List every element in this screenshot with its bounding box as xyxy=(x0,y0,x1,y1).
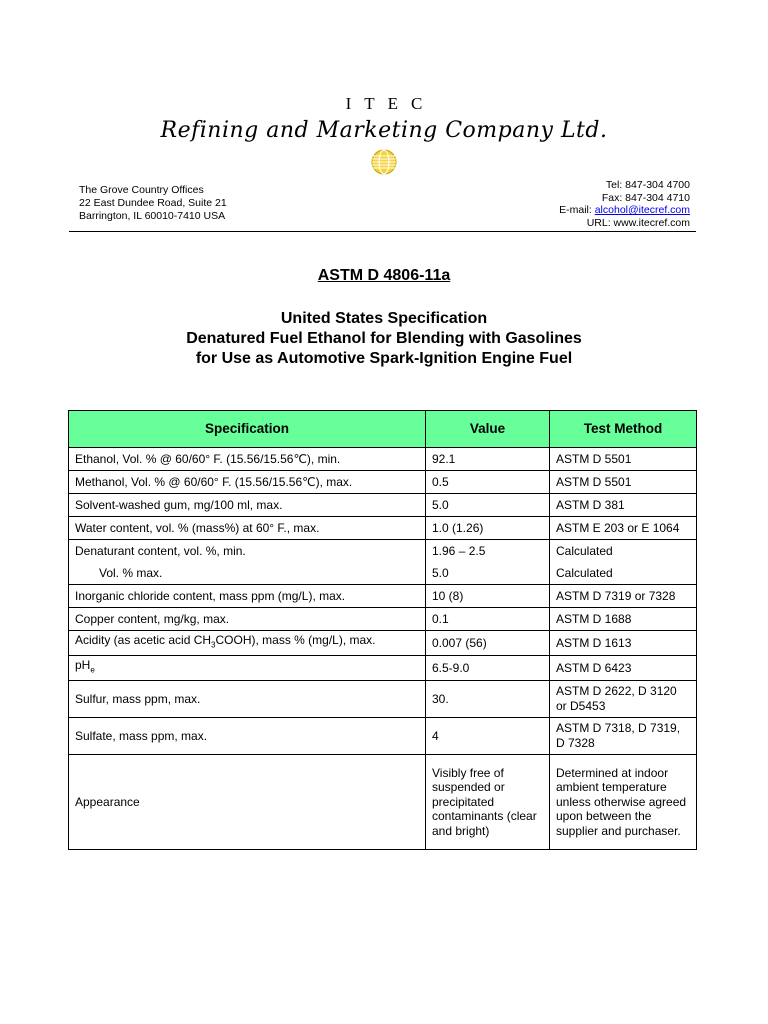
spec-cell: Appearance xyxy=(69,754,426,849)
address-line: 22 East Dundee Road, Suite 21 xyxy=(79,197,227,209)
value-cell: 0.5 xyxy=(426,471,550,494)
value-cell: 4 xyxy=(426,717,550,754)
document-heading xyxy=(0,309,768,369)
method-cell: ASTM D 2622, D 3120 or D5453 xyxy=(550,680,697,717)
email-label: E-mail: xyxy=(559,204,595,216)
method-cell: Determined at indoor ambient temperature unless otherwise agreed upon between the supplier and purchaser. xyxy=(550,754,697,849)
acidity-subscript: 3 xyxy=(211,640,216,650)
method-cell: Calculated xyxy=(550,540,697,563)
table-row xyxy=(69,540,697,563)
acidity-text-rest: COOH), mass % (mg/L), max. xyxy=(215,633,376,647)
address-line: Barrington, IL 60010-7410 USA xyxy=(79,210,226,222)
spec-cell: Sulfate, mass ppm, max. xyxy=(69,717,426,754)
table-row xyxy=(69,494,697,517)
value-cell: 1.96 – 2.5 xyxy=(426,540,550,563)
spec-cell: Inorganic chloride content, mass ppm (mg/L), max. xyxy=(69,585,426,608)
value-cell: 5.0 xyxy=(426,562,550,585)
tel: Tel: 847-304 4700 xyxy=(605,179,690,191)
value-cell: 10 (8) xyxy=(426,585,550,608)
table-header-row xyxy=(69,411,697,448)
method-cell: ASTM D 5501 xyxy=(550,471,697,494)
spec-cell: Methanol, Vol. % @ 60/60° F. (15.56/15.56℃), max. xyxy=(69,471,426,494)
table-row xyxy=(69,655,697,680)
acidity-text: Acidity (as acetic acid CH xyxy=(75,633,212,647)
method-cell: ASTM D 1688 xyxy=(550,608,697,631)
table-row xyxy=(69,680,697,717)
column-header-test-method: Test Method xyxy=(550,411,697,448)
value-cell: Visibly free of suspended or precipitated contaminants (clear and bright) xyxy=(426,754,550,849)
contact-info xyxy=(559,179,690,229)
method-cell: ASTM D 7318, D 7319, D 7328 xyxy=(550,717,697,754)
table-row xyxy=(69,717,697,754)
brand-name: ITEC xyxy=(345,94,436,113)
heading-line: United States Specification xyxy=(280,310,488,327)
email-line xyxy=(559,204,690,217)
method-cell: ASTM D 6423 xyxy=(550,655,697,680)
url: URL: www.itecref.com xyxy=(586,216,690,229)
value-cell: 92.1 xyxy=(426,448,550,471)
email-link[interactable]: alcohol@itecref.com xyxy=(594,204,690,216)
spec-cell xyxy=(69,655,426,680)
method-cell: ASTM D 381 xyxy=(550,494,697,517)
method-cell: ASTM D 7319 or 7328 xyxy=(550,585,697,608)
company-address xyxy=(79,184,227,223)
value-cell: 30. xyxy=(426,680,550,717)
heading-line: Denatured Fuel Ethanol for Blending with Gasolines xyxy=(186,330,582,347)
method-cell: ASTM D 5501 xyxy=(550,448,697,471)
heading-line: for Use as Automotive Spark-Ignition Engine Fuel xyxy=(195,350,573,367)
table-row xyxy=(69,562,697,585)
spec-cell: Copper content, mg/kg, max. xyxy=(69,608,426,631)
ph-text: pH xyxy=(75,657,91,672)
method-cell: ASTM E 203 or E 1064 xyxy=(550,517,697,540)
table-row xyxy=(69,517,697,540)
method-cell: ASTM D 1613 xyxy=(550,631,697,656)
address-line: The Grove Country Offices xyxy=(79,184,204,196)
letterhead-brand xyxy=(0,94,768,175)
value-cell: 0.007 (56) xyxy=(426,631,550,656)
value-cell: 0.1 xyxy=(426,608,550,631)
value-cell: 5.0 xyxy=(426,494,550,517)
specification-table xyxy=(68,410,697,850)
value-cell: 6.5-9.0 xyxy=(426,655,550,680)
spec-cell xyxy=(69,631,426,656)
table-row xyxy=(69,471,697,494)
ph-subscript: e xyxy=(90,665,95,675)
value-cell: 1.0 (1.26) xyxy=(426,517,550,540)
table-row xyxy=(69,631,697,656)
method-cell: Calculated xyxy=(550,562,697,585)
header-divider xyxy=(69,231,696,232)
table-row xyxy=(69,608,697,631)
table-row xyxy=(69,585,697,608)
table-row xyxy=(69,754,697,849)
column-header-value: Value xyxy=(426,411,550,448)
spec-cell: Water content, vol. % (mass%) at 60° F., max. xyxy=(69,517,426,540)
table-row xyxy=(69,448,697,471)
spec-cell: Denaturant content, vol. %, min. xyxy=(69,540,426,563)
column-header-specification: Specification xyxy=(69,411,426,448)
spec-cell: Ethanol, Vol. % @ 60/60° F. (15.56/15.56℃), min. xyxy=(69,448,426,471)
spec-cell: Sulfur, mass ppm, max. xyxy=(69,680,426,717)
spec-cell: Solvent-washed gum, mg/100 ml, max. xyxy=(69,494,426,517)
standard-title: ASTM D 4806-11a xyxy=(317,267,451,284)
company-name: Refining and Marketing Company Ltd. xyxy=(160,118,608,143)
globe-logo-icon xyxy=(371,149,397,175)
spec-cell: Vol. % max. xyxy=(69,562,426,585)
fax: Fax: 847-304 4710 xyxy=(601,191,690,204)
